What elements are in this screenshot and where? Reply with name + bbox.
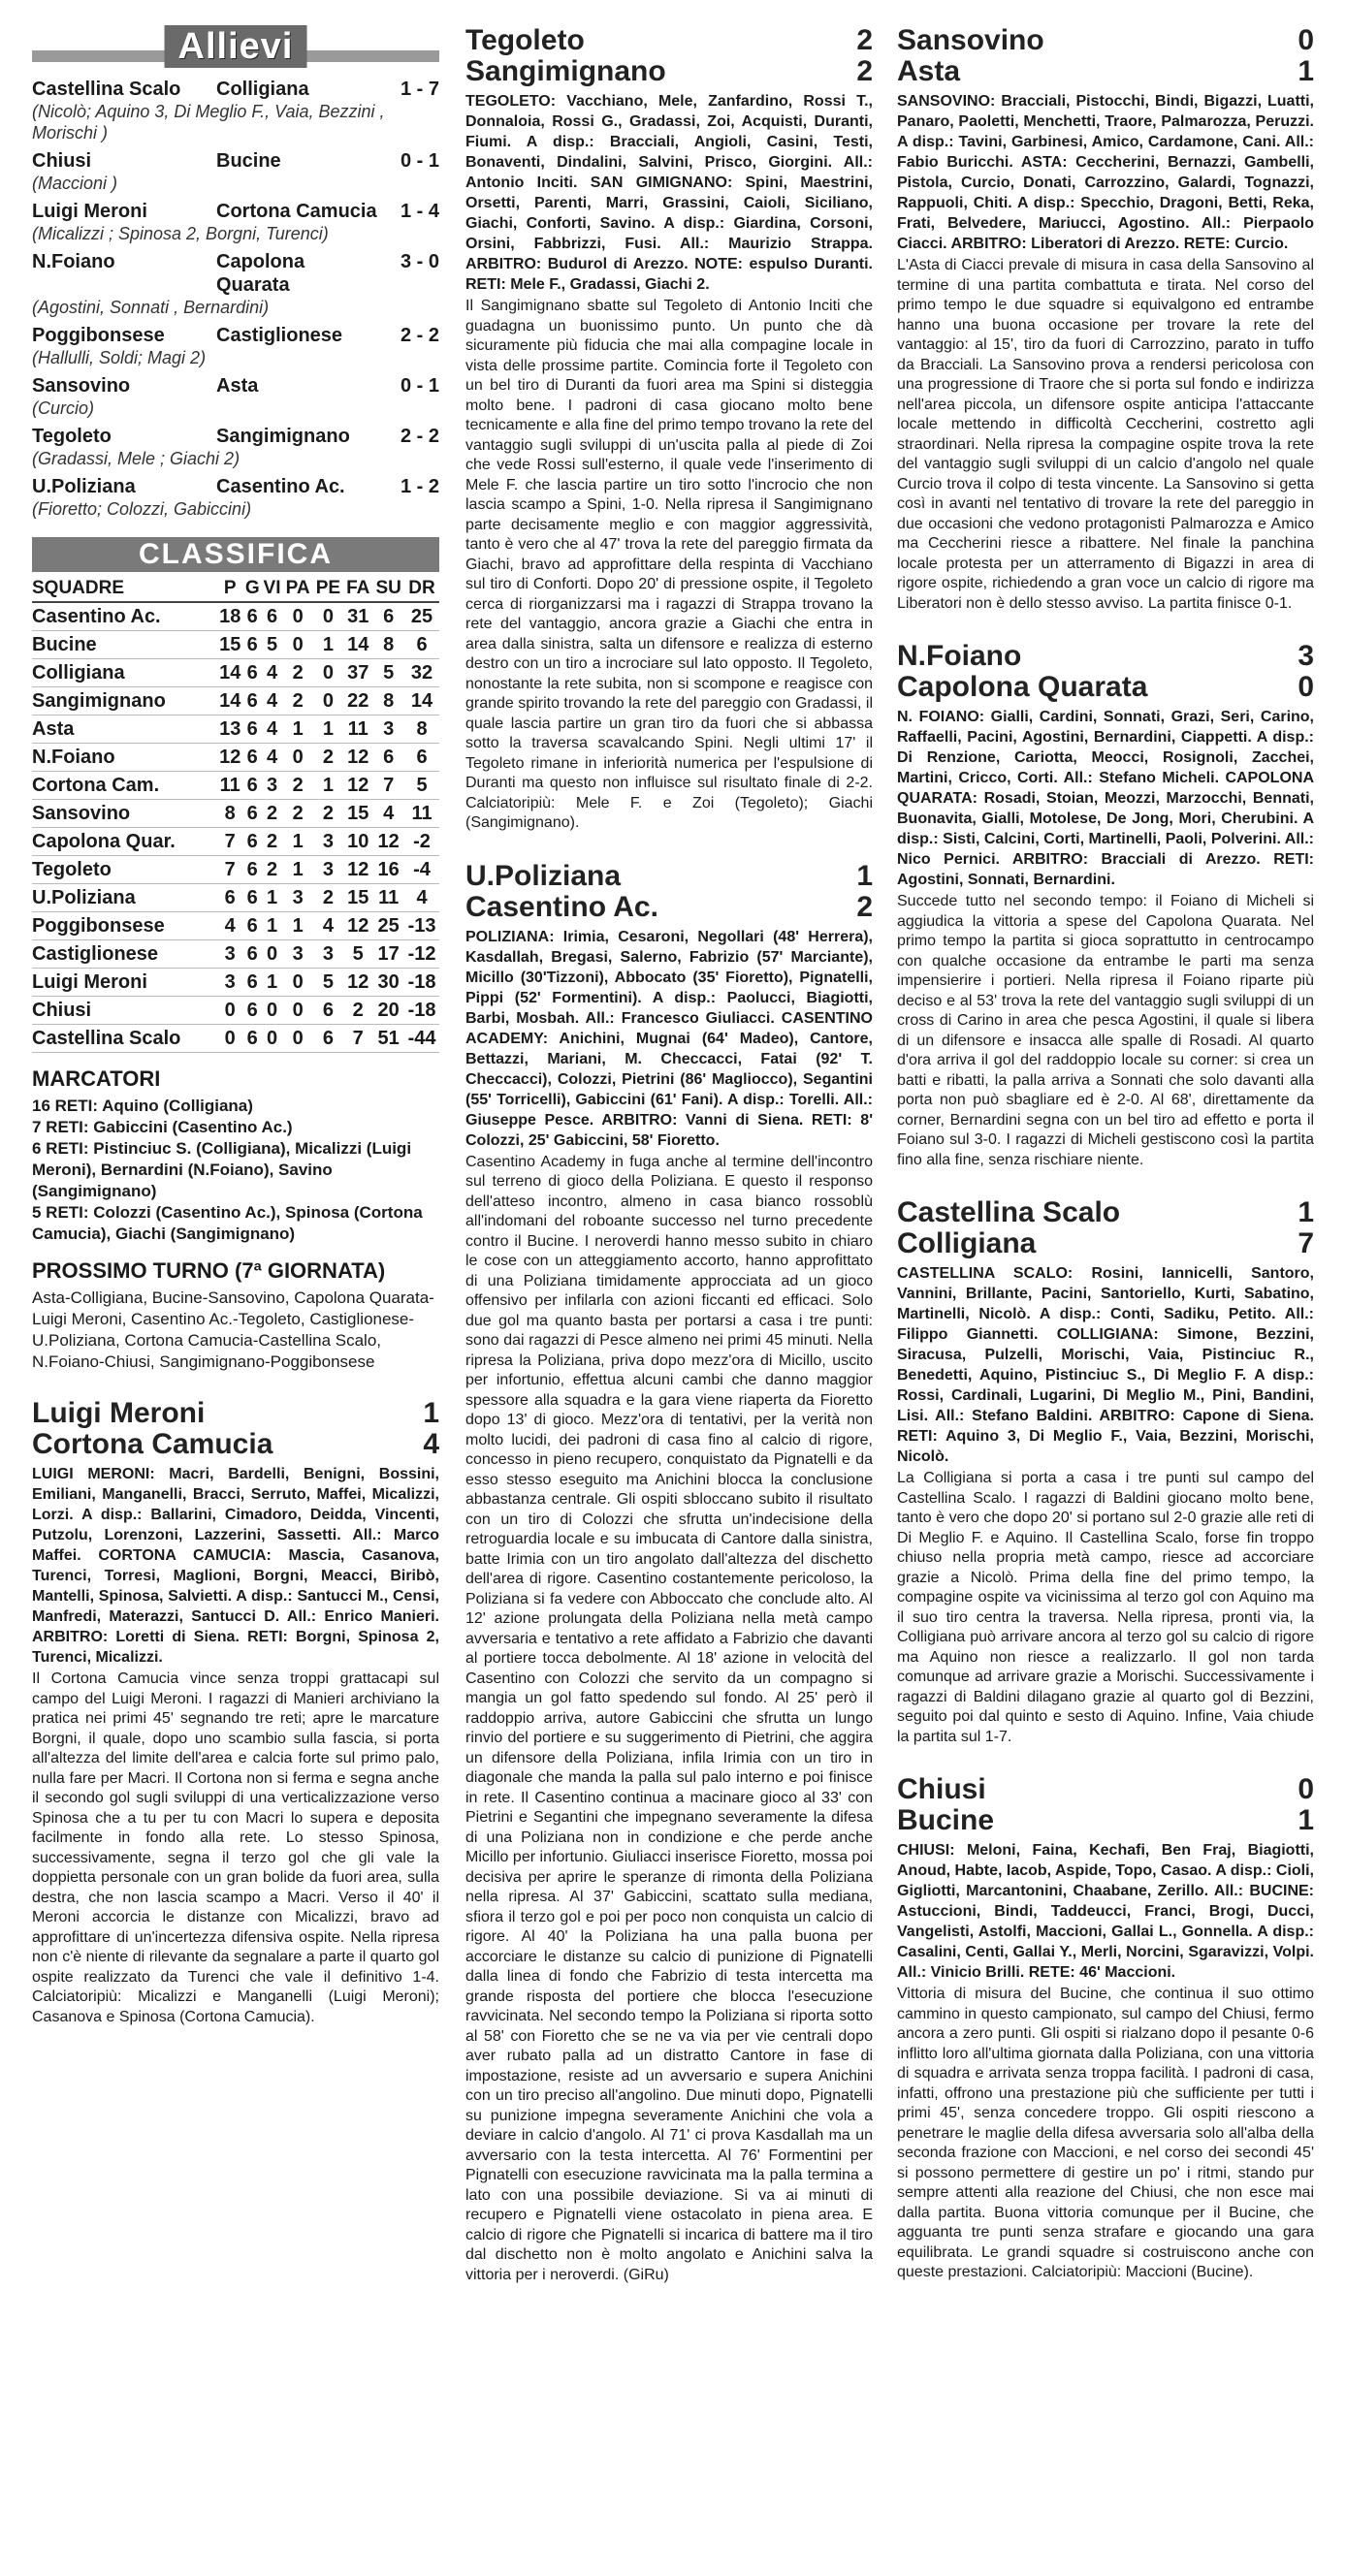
match-away-row	[465, 892, 873, 923]
result-score: 0 - 1	[400, 375, 439, 397]
standings-cell: 3	[372, 716, 404, 744]
standings-cell: 12	[343, 912, 372, 940]
result-away: Sangimignano	[216, 426, 350, 447]
standings-cell: 0	[261, 997, 282, 1025]
standings-row	[32, 659, 439, 687]
standings-cell: 2	[283, 772, 313, 800]
standings-cell: 6	[372, 602, 404, 631]
match-away-score: 4	[423, 1428, 439, 1460]
result-scorers: (Maccioni )	[32, 174, 118, 193]
standings-team: Tegoleto	[32, 856, 216, 884]
match-report: Succede tutto nel secondo tempo: il Foiano di Micheli si aggiudica la vittoria a spese del Capolona Quarata. Nel primo tempo la partita si gioca soprattutto in centrocampo con qualche occasione da entrambe le parti ma senza impensierire i portieri. Nella ripresa il Foiano riparte più deciso e al 53' trova la rete del vantaggio sugli sviluppi di un cross di Carino in area che pesca Agostini, il quale si libera di un difensore e insacca alle spalle di Rosadi. Al quarto d'ora arriva il gol del raddoppio locale su corner: si crea un batti e ribatti, la palla arriva a Sonnati che solo davanti alla porta non può sbagliare ed è 2-0. Al 68', direttamente da corner, Bernardini segna con un bel tiro ad effetto e porta il Foiano sul 3-0. I ragazzi di Micheli gestiscono così la partita fino alla fine, senza rischiare niente.	[897, 893, 1314, 1168]
column-left	[32, 25, 439, 2054]
match-chiusi	[897, 1774, 1314, 2283]
match-away-score: 0	[1298, 671, 1314, 703]
result-line	[32, 250, 439, 297]
standings-row	[32, 687, 439, 716]
standings-cell: 8	[372, 631, 404, 659]
match-lineup: SANSOVINO: Bracciali, Pistocchi, Bindi, Bigazzi, Luatti, Panaro, Paoletti, Menchetti, Traore, Palmarozza, Peruzzi. A disp.: Tavini, Garbinesi, Amico, Cardamone, Cani. All.: Fabio Buricchi. ASTA: Ceccherini, Bernazzi, Gambelli, Pistola, Curcio, Donati, Carrozzino, Galardi, Tognazzi, Rappuoli, Chiti. A disp.: Specchio, Dragoni, Betti, Reka, Frati, Belvedere, Mariucci, Agostino. All.: Pierpaolo Ciacci. ARBITRO: Liberatori di Arezzo. RETE: Curcio.	[897, 93, 1314, 252]
column-right	[897, 25, 1314, 2310]
standings-cell: 0	[216, 997, 243, 1025]
result-home: Tegoleto	[32, 426, 112, 447]
standings-cell: 0	[283, 1025, 313, 1053]
standings-cell: 6	[372, 744, 404, 772]
standings-cell: 0	[261, 940, 282, 969]
standings-cell: -18	[404, 969, 439, 997]
result-score: 2 - 2	[400, 426, 439, 447]
result-away: Capolona Quarata	[216, 251, 305, 296]
standings-cell: -18	[404, 997, 439, 1025]
standings-row	[32, 969, 439, 997]
standings-cell: 12	[216, 744, 243, 772]
standings-cell: 25	[404, 602, 439, 631]
result-away: Cortona Camucia	[216, 201, 377, 222]
match-tegoleto	[465, 25, 873, 834]
match-away-row	[897, 1228, 1314, 1259]
match-home-team: Luigi Meroni	[32, 1397, 206, 1429]
match-home-score: 2	[856, 24, 873, 56]
match-home-team: U.Poliziana	[465, 859, 622, 892]
standings-row	[32, 828, 439, 856]
standings-cell: 25	[372, 912, 404, 940]
standings-cell: 13	[216, 716, 243, 744]
result-home: Poggibonsese	[32, 325, 165, 346]
standings-col-header: P	[216, 576, 243, 602]
result-home: U.Poliziana	[32, 476, 136, 497]
result-line	[32, 200, 439, 223]
match-report: L'Asta di Ciacci prevale di misura in casa della Sansovino al termine di una partita combattuta e tirata. Nel corso del primo tempo le due squadre si equivalgono ed entrambe hanno una buona occasione per trovare la rete del vantaggio: al 15', tiro da fuori di Carrozzino, parato in tuffo da Bracciali. La Sansovino prova a rendersi pericolosa con una progressione di Traore che si porta sul fondo e indirizza nell'area piccola, un difensore ospite anticipa l'attaccante locale mettendo in difficoltà Ceccherini, costretto agli straordinari. Nella ripresa la compagine ospite trova la rete del vantaggio sugli sviluppi di un calcio d'angolo nel quale Curcio trova il colpo di testa vincente. La Sansovino si getta così in avanti nel tentativo di trovare la rete del pareggio in due occasioni che vedono protagonisti Palmarozza e Amico ma Ceccherini riesce a ribattere. Nel finale la panchina locale protesta per un atterramento di Bigazzi in area di rigore ospite, richiedendo a gran voce un calcio di rigore ma Liberatori non è dello stesso avviso. La partita finisce 0-1.	[897, 257, 1314, 612]
standings-table	[32, 576, 439, 1053]
marcatori-line: 5 RETI: Colozzi (Casentino Ac.), Spinosa (Cortona Camucia), Giachi (Sangimignano)	[32, 1203, 423, 1243]
standings-cell: 15	[216, 631, 243, 659]
standings-team: U.Poliziana	[32, 884, 216, 912]
result-home: Castellina Scalo	[32, 79, 181, 100]
match-home-score: 1	[423, 1397, 439, 1429]
standings-cell: 3	[283, 884, 313, 912]
match-home-score: 1	[1298, 1196, 1314, 1228]
result-scorers: (Curcio)	[32, 398, 95, 418]
standings-cell: 6	[243, 969, 261, 997]
match-foiano	[897, 641, 1314, 1170]
standings-cell: 4	[372, 800, 404, 828]
match-away-row	[897, 672, 1314, 703]
standings-cell: -13	[404, 912, 439, 940]
standings-cell: 6	[243, 856, 261, 884]
standings-cell: 20	[372, 997, 404, 1025]
standings-cell: 2	[313, 800, 343, 828]
standings-row	[32, 1025, 439, 1053]
standings-team: Castiglionese	[32, 940, 216, 969]
result-line	[32, 149, 439, 173]
standings-cell: 32	[404, 659, 439, 687]
standings-col-header: PA	[283, 576, 313, 602]
standings-cell: 6	[243, 828, 261, 856]
result-score: 1 - 4	[400, 201, 439, 222]
standings-cell: 14	[216, 687, 243, 716]
standings-team: Asta	[32, 716, 216, 744]
result-score: 1 - 7	[400, 79, 439, 100]
standings-cell: 37	[343, 659, 372, 687]
marcatori-line: 7 RETI: Gabiccini (Casentino Ac.)	[32, 1118, 293, 1136]
match-away-row	[465, 56, 873, 87]
match-home-row	[897, 25, 1314, 56]
standings-cell: -12	[404, 940, 439, 969]
standings-team: Colligiana	[32, 659, 216, 687]
result-home: Sansovino	[32, 375, 131, 397]
standings-cell: -44	[404, 1025, 439, 1053]
standings-cell: 1	[261, 884, 282, 912]
match-home-team: Castellina Scalo	[897, 1196, 1121, 1228]
prossimo-text: Asta-Colligiana, Bucine-Sansovino, Capolona Quarata-Luigi Meroni, Casentino Ac.-Tegoleto, Castiglionese-U.Poliziana, Cortona Camucia-Castellina Scalo, N.Foiano-Chiusi, Sangimignano-Poggibonsese	[32, 1288, 434, 1371]
results-list	[32, 78, 439, 520]
match-lineup: POLIZIANA: Irimia, Cesaroni, Negollari (48' Herrera), Kasdallah, Bregasi, Salerno, Fabrizio (57' Marciante), Micillo (30'Tizzoni), Abbocato (35' Fioretto), Pignatelli, Pippi (52' Formentini). A disp.: Paolucci, Biagiotti, Barbi, Mosbah. All.: Francesco Giuliacci. CASENTINO ACADEMY: Anichini, Mugnai (64' Madeo), Cantore, Bettazzi, Mariani, M. Checcacci, Fatai (92' T. Checcacci), Colozzi, Pietrini (86' Magliocco), Segantini (55' Torricelli), Gabiccini (61' Fani). A disp.: Torelli. All.: Giuseppe Pesce. ARBITRO: Vanni di Siena. RETI: 8' Colozzi, 25' Gabiccini, 58' Fioretto.	[465, 928, 873, 1149]
standings-cell: 10	[343, 828, 372, 856]
match-away-team: Colligiana	[897, 1227, 1037, 1259]
standings-cell: 6	[243, 800, 261, 828]
result-score: 2 - 2	[400, 325, 439, 346]
result-scorers: (Fioretto; Colozzi, Gabiccini)	[32, 499, 252, 519]
result-item	[32, 374, 439, 419]
standings-cell: 2	[261, 800, 282, 828]
standings-cell: 6	[243, 631, 261, 659]
standings-cell: 11	[343, 716, 372, 744]
result-item	[32, 425, 439, 469]
match-away-score: 1	[1298, 55, 1314, 87]
standings-col-header: VI	[261, 576, 282, 602]
standings-cell: 2	[283, 687, 313, 716]
result-scorers: (Nicolò; Aquino 3, Di Meglio F., Vaia, Bezzini , Morischi )	[32, 102, 385, 143]
standings-cell: 8	[372, 687, 404, 716]
standings-cell: 1	[283, 716, 313, 744]
standings-cell: 5	[343, 940, 372, 969]
standings-cell: 12	[343, 772, 372, 800]
standings-cell: 6	[243, 884, 261, 912]
match-lineup: CHIUSI: Meloni, Faina, Kechafi, Ben Fraj, Biagiotti, Anoud, Habte, Iacob, Aspide, Topo, Casao. A disp.: Cioli, Gigliotti, Marcantonini, Chaabane, Zerillo. All.: BUCINE: Astuccioni, Bindi, Taddeucci, Franci, Brogi, Ducci, Vangelisti, Astolfi, Maccioni, Gallai L., Gonnella. A disp.: Casalini, Centi, Gallai Y., Merli, Norcini, Sgaravizzi, Volpi. All.: Vinicio Brilli. RETE: 46' Maccioni.	[897, 1842, 1314, 1981]
standings-team: Sangimignano	[32, 687, 216, 716]
standings-cell: 1	[283, 828, 313, 856]
standings-cell: 30	[372, 969, 404, 997]
standings-row	[32, 602, 439, 631]
standings-cell: 6	[261, 602, 282, 631]
result-item	[32, 149, 439, 194]
match-away-team: Capolona Quarata	[897, 671, 1148, 703]
standings-cell: 0	[313, 687, 343, 716]
standings-cell: 6	[216, 884, 243, 912]
standings-cell: 18	[216, 602, 243, 631]
standings-col-header: DR	[404, 576, 439, 602]
standings-cell: 6	[243, 716, 261, 744]
standings-cell: 6	[243, 912, 261, 940]
standings-col-header: SU	[372, 576, 404, 602]
match-report: Vittoria di misura del Bucine, che continua il suo ottimo cammino in questo campionato, sul campo del Chiusi, fermo ancora a zero punti. Gli ospiti si rialzano dopo il pesante 0-6 inflitto loro all'ultima giornata dalla Poliziana, con una vittoria di squadra e arrivata senza troppa facilità. I padroni di casa, infatti, offrono una prestazione più che sufficiente per tutti i primi 45', senza concedere troppo. Gli ospiti riescono a penetrare le maglie della difesa avversaria solo all'alba della seconda frazione con Maccioni, e nel corso dei secondi 45' si possono permettere di gestire un po' i ritmi, stando pur sempre attenti alla reazione del Chiusi, che non esce mai dalla partita. Buona vittoria comunque per il Bucine, che agguanta tre punti senza strafare e giocando una gara equilibrata. Le grandi squadre si costruiscono anche con queste prestazioni. Calciatoripiù: Maccioni (Bucine).	[897, 1986, 1314, 2280]
standings-cell: 2	[343, 997, 372, 1025]
standings-cell: 7	[216, 856, 243, 884]
standings-cell: 3	[283, 940, 313, 969]
match-away-team: Bucine	[897, 1804, 995, 1836]
standings-col-header: FA	[343, 576, 372, 602]
standings-team: Capolona Quar.	[32, 828, 216, 856]
match-away-team: Sangimignano	[465, 55, 666, 87]
result-item	[32, 324, 439, 368]
standings-cell: 0	[283, 744, 313, 772]
match-home-row	[32, 1398, 439, 1429]
standings-cell: 0	[283, 631, 313, 659]
match-home-score: 3	[1298, 640, 1314, 672]
result-away: Bucine	[216, 150, 281, 172]
match-report: Casentino Academy in fuga anche al termine dell'incontro sul terreno di gioco della Poliziana. E questo il responso dell'atteso incontro, almeno in casa bianco rossoblù all'indomani del roboante successo nel turno precedente contro il Bucine. I neroverdi hanno messo subito in chiaro le cose con un atteggiamento accorto, hanno approfittato di una Poliziana timidamente approcciata ad un gioco offensivo per infilarla con azioni ficcanti ed efficaci. Solo due gol ma quanto basta per portarsi a casa i tre punti: sono dai ragazzi di Pesce almeno nei primi 45 minuti. Nella ripresa la Poliziana, priva dopo mezz'ora di Micillo, uscito per infortunio, effettua alcuni cambi che danno maggior spessore alla squadra e la gara viene riaperta da Fioretto dopo 13' di gioco. Mezz'ora di tentativi, per la verità non molto lucidi, dei padroni di casa fino al calcio di rigore, concesso in pieno recupero, conquistato da Pignatelli e da esso stesso eseguito ma Anichini blocca la conclusione abbastanza centrale. Gli ospiti sbloccano subito il risultato con un tiro di Colozzi che sfrutta un'indecisione della retroguardia locale e su imbucata di Cantore dalla sinistra, batte Irimia con un tiro angolato dall'altezza del dischetto dell'area di rigore. Casentino costantemente pericoloso, la Poliziana si fa vedere con Abboccato che conclude alto. Al 12' azione prolungata della Poliziana nella metà campo avversaria e tentativo a rete affidato a Fabrizio che davanti al portiere tocca debolmente. Al 18' azione in velocità del Casentino con Colozzi che servito da un compagno si mangia un gol fatto spedendo sul fondo. Al 25' però il raddoppio arriva, autore Gabiccini che sfrutta un lungo rinvio del portiere e su suggerimento di Pietrini, che aggira un difensore della Poliziana, infila Irimia con un tiro in diagonale che manda la palla sul palo interno e poi finisce in rete. Il Casentino continua a macinare gioco al 33' con Pietrini e Segantini che impegnano severamente la difesa di una Poliziana non in condizione e che perde anche Micillo per infortunio. Giuliacci inserisce Fioretto, mossa poi decisiva per aprire le speranze di rimonta della Poliziana nella ripresa. Al 37' Gabiccini, scattato sulla mediana, sfiora il terzo gol e poi per poco non conquista un calcio di rigore. Al 40' la Poliziana ha una palla buona per accorciare le distanze su calcio di punizione di Pignatelli dalla linea di fondo che Fabrizio di testa intercetta ma grande risposta del portiere che blocca l'esecuzione ravvicinata. Nel secondo tempo la Poliziana si riporta sotto al 58' con Fioretto che se ne va via per vie centrali dopo aver rubato palla ad un distratto Cantore in fase di impostazione, resiste ad un avversario e supera Anichini con un tiro preciso all'angolino. Due minuti dopo, Pignatelli su punizione impegna severamente Anichini che vola a deviare in calcio d'angolo. Al 71' ci prova Kasdallah ma un avversario con la testa intercetta. Al 76' Formentini per Pignatelli con esecuzione ravvicinata ma la palla termina a lato con una possibile deviazione. Si va ai minuti di recupero e Pignatelli viene ostacolato in piena area. E calcio di rigore che Pignatelli si incarica di battere ma il tiro dal dischetto non è molto angolato e Anichini salva la vittoria per i neroverdi. (GiRu)	[465, 1153, 873, 2283]
standings-cell: 8	[404, 716, 439, 744]
match-away-row	[897, 1805, 1314, 1836]
result-away: Colligiana	[216, 79, 309, 100]
standings-cell: 2	[313, 744, 343, 772]
standings-cell: 6	[243, 659, 261, 687]
standings-cell: 11	[372, 884, 404, 912]
standings-cell: 22	[343, 687, 372, 716]
standings-cell: 4	[216, 912, 243, 940]
result-item	[32, 78, 439, 143]
standings-cell: 16	[372, 856, 404, 884]
standings-team: Luigi Meroni	[32, 969, 216, 997]
standings-cell: 6	[243, 997, 261, 1025]
standings-cell: 2	[261, 856, 282, 884]
standings-cell: 6	[243, 602, 261, 631]
match-home-row	[897, 641, 1314, 672]
result-score: 3 - 0	[400, 251, 439, 272]
standings-cell: 0	[283, 997, 313, 1025]
match-poliziana	[465, 861, 873, 2286]
match-away-team: Cortona Camucia	[32, 1428, 273, 1460]
standings-body	[32, 602, 439, 1053]
standings-cell: 6	[243, 687, 261, 716]
standings-cell: 3	[261, 772, 282, 800]
result-home: Luigi Meroni	[32, 201, 147, 222]
standings-cell: 3	[216, 940, 243, 969]
standings-team: Casentino Ac.	[32, 602, 216, 631]
match-home-row	[465, 25, 873, 56]
match-lineup: LUIGI MERONI: Macri, Bardelli, Benigni, Bossini, Emiliani, Manganelli, Bracci, Serruto, Maffei, Micalizzi, Lorzi. A disp.: Ballarini, Cimadoro, Deidda, Vincenti, Putzolu, Lorenzoni, Lazzerini, Sassetti. All.: Marco Maffei. CORTONA CAMUCIA: Mascia, Casanova, Turenci, Torresi, Maglioni, Borgni, Meacci, Biribò, Mantelli, Spinosa, Salvietti. A disp.: Santucci M., Censi, Manfredi, Materazzi, Santucci D. All.: Enrico Manieri. ARBITRO: Loretti di Siena. RETI: Borgni, Spinosa 2, Turenci, Micalizzi.	[32, 1466, 439, 1666]
standings-cell: 0	[216, 1025, 243, 1053]
standings-row	[32, 856, 439, 884]
standings-cell: 2	[283, 800, 313, 828]
standings-cell: 6	[313, 997, 343, 1025]
standings-row	[32, 631, 439, 659]
standings-cell: 12	[343, 856, 372, 884]
match-report: La Colligiana si porta a casa i tre punti sul campo del Castellina Scalo. I ragazzi di Baldini giocano molto bene, tanto è vero che dopo 20' si portano sul 2-0 grazie alle reti di Di Meglio F. e Aquino. Il Castellina Scalo, forse fin troppo chiuso nella propria metà campo, riesce ad accorciare grazie a Nicolò. Prima della fine del primo tempo, la compagine ospite va vicinissima al terzo gol con Aquino ma il suo tiro centra la traversa. Nella ripresa, pronti via, la Colligiana può arrivare ancora al terzo gol su calcio di rigore ma Aquino non riesce a realizzarlo. Il gol non tarda comunque ad arrivare grazie a Morischi. Successivamente i ragazzi di Baldini dilagano grazie al quarto gol di Bezzini, seguito poi dal quinto e sesto di Aquino. Infine, Vaia chiude la partita sul 1-7.	[897, 1470, 1314, 1745]
result-line	[32, 374, 439, 398]
allievi-title: Allievi	[165, 25, 307, 68]
standings-cell: 6	[243, 940, 261, 969]
result-home: Chiusi	[32, 150, 92, 172]
result-scorers: (Gradassi, Mele ; Giachi 2)	[32, 449, 240, 468]
match-home-row	[465, 861, 873, 892]
standings-cell: 0	[283, 602, 313, 631]
standings-cell: 5	[372, 659, 404, 687]
standings-col-header: SQUADRE	[32, 576, 216, 602]
match-report: Il Cortona Camucia vince senza troppi grattacapi sul campo del Luigi Meroni. I ragazzi di Manieri archiviano la pratica nei primi 45' segnando tre reti; apre le marcature Borgni, il quale, dopo uno scambio sulla fascia, si porta all'altezza del limite dell'area e calcia forte sul primo palo, nulla fare per Macri. Il Cortona non si ferma e segna anche il secondo gol sugli sviluppi di una verticalizzazione verso Spinosa che a tu per tu con Macri lo supera e deposita facilmente in fondo alla rete. Lo stesso Spinosa, successivamente, segna il terzo gol che gli vale la doppietta personale con un gran bolide da fuori area, sulla destra, che non lascia scampo a Macri. Verso il 40' il Meroni accorcia le distanze con Micalizzi, bravo ad approfittare di un'incertezza difensiva ospite. Nella ripresa non c'è niente di rilevante da segnalare a parte il quarto gol ospite realizzato da Turenci che vale il definitivo 1-4. Calciatoripiù: Micalizzi e Manganelli (Luigi Meroni); Casanova e Spinosa (Cortona Camucia).	[32, 1670, 439, 2025]
match-home-team: N.Foiano	[897, 640, 1022, 672]
marcatori-title: MARCATORI	[32, 1066, 161, 1091]
standings-row	[32, 716, 439, 744]
match-report: Il Sangimignano sbatte sul Tegoleto di Antonio Inciti che guadagna un buonissimo punto. Un punto che dà sicuramente più fiducia che mai alla compagine locale in vista delle prossime partite. Comincia forte il Tegoleto con un bel tiro di Duranti da fuori area ma Spini si disteggia molto bene. I padroni di casa giocano molto bene tecnicamente e alla fine del primo tempo trovano la rete del vantaggio sugli sviluppi di un'uscita palla al piede di Zoi che vede Rossi sull'esterno, il quale vede l'inserimento di Mele F. che lascia partire un tiro sotto l'incrocio che non lascia scampo a Spini, 1-0. Nella ripresa il Sangimignano parte decisamente meglio e con maggior aggressività, tanto è vero che al 47' trova la rete del pareggio firmata da Giachi, bravo ad approfittare della respinta di Vacchiano sul tiro di Conforti. Dopo 20' di pressione ospite, il Tegoleto cerca di riorganizzarsi ma i ragazzi di Strappa trovano la rete del vantaggio, ancora grazie a Giachi che entra in area dalla sinistra, salta un difensore e realizza di esterno destro con un tiro a incrociare sul lato opposto. Il Tegoleto, nonostante la rete subita, non si scompone e reagisce con grande spirito trovando la rete del pareggio con Gradassi, il quale lascia partire un gran tiro da fuori che si abbassa sotto la traversa scavalcando Spini. Negli ultimi 17' il Tegoleto rimane in inferiorità numerica per l'espulsione di Duranti ma questo non influisce sul risultato finale di 2-2. Calciatoripiù: Mele F. e Zoi (Tegoleto); Giachi (Sangimignano).	[465, 298, 873, 831]
standings-cell: 6	[404, 744, 439, 772]
standings-cell: 2	[313, 884, 343, 912]
standings-cell: 3	[313, 828, 343, 856]
standings-cell: 4	[261, 716, 282, 744]
standings-cell: 5	[404, 772, 439, 800]
standings-cell: 2	[283, 659, 313, 687]
result-score: 0 - 1	[400, 150, 439, 172]
standings-cell: 1	[283, 856, 313, 884]
match-lineup: TEGOLETO: Vacchiano, Mele, Zanfardino, Rossi T., Donnaloia, Rossi G., Gradassi, Zoi, Acquisti, Duranti, Fiumi. A disp.: Bracciali, Angioli, Casini, Testi, Bonaventi, Dindalini, Salvini, Prisco, Giorgini. All.: Antonio Inciti. SAN GIMIGNANO: Spini, Maestrini, Orsetti, Parenti, Marri, Grassini, Caioli, Siciliano, Giachi, Conforti, Savino. A disp.: Giardina, Corsoni, Orsini, Fabbrizzi, Fusi. All.: Maurizio Strappa. ARBITRO: Budurol di Arezzo. NOTE: espulso Duranti. RETI: Mele F., Gradassi, Giachi 2.	[465, 93, 873, 293]
standings-row	[32, 997, 439, 1025]
match-home-row	[897, 1197, 1314, 1228]
standings-row	[32, 912, 439, 940]
standings-cell: -4	[404, 856, 439, 884]
standings-cell: 7	[216, 828, 243, 856]
standings-cell: 3	[313, 856, 343, 884]
match-away-score: 2	[856, 55, 873, 87]
match-home-team: Chiusi	[897, 1773, 986, 1805]
standings-cell: 7	[343, 1025, 372, 1053]
match-home-score: 1	[856, 859, 873, 892]
standings-cell: 0	[261, 1025, 282, 1053]
standings-team: Cortona Cam.	[32, 772, 216, 800]
standings-col-header: PE	[313, 576, 343, 602]
match-lineup: CASTELLINA SCALO: Rosini, Iannicelli, Santoro, Vannini, Brillante, Pacini, Santoriello, Kurti, Sabatino, Martinelli, Nicolò. A disp.: Conti, Sadiku, Petito. All.: Filippo Giannetti. COLLIGIANA: Simone, Bezzini, Siracusa, Pulzelli, Morischi, Vaia, Pistinciuc R., Benedetti, Aquino, Pistinciuc S., Di Meglio F. A disp.: Rossi, Cardinali, Lugarini, Di Meglio M., Pini, Bandini, Lisi. All.: Stefano Baldini. ARBITRO: Capone di Siena. RETI: Aquino 3, Di Meglio F., Vaia, Bezzini, Morischi, Nicolò.	[897, 1265, 1314, 1465]
match-home-team: Sansovino	[897, 24, 1044, 56]
standings-team: Poggibonsese	[32, 912, 216, 940]
standings-cell: 12	[372, 828, 404, 856]
standings-cell: 15	[343, 800, 372, 828]
standings-cell: 14	[404, 687, 439, 716]
match-away-team: Casentino Ac.	[465, 890, 658, 923]
standings-cell: 2	[261, 828, 282, 856]
standings-cell: 3	[216, 969, 243, 997]
standings-cell: 3	[313, 940, 343, 969]
standings-cell: 4	[404, 884, 439, 912]
result-item	[32, 200, 439, 244]
standings-cell: 5	[313, 969, 343, 997]
match-away-score: 1	[1298, 1804, 1314, 1836]
standings-cell: -2	[404, 828, 439, 856]
standings-col-header: G	[243, 576, 261, 602]
result-home: N.Foiano	[32, 251, 115, 272]
result-score: 1 - 2	[400, 476, 439, 497]
match-home-row	[897, 1774, 1314, 1805]
result-away: Castiglionese	[216, 325, 343, 346]
result-line	[32, 475, 439, 498]
result-away: Casentino Ac.	[216, 476, 345, 497]
result-scorers: (Hallulli, Soldi; Magi 2)	[32, 348, 207, 367]
standings-cell: 12	[343, 744, 372, 772]
marcatori-line: 6 RETI: Pistinciuc S. (Colligiana), Micalizzi (Luigi Meroni), Bernardini (N.Foiano), Savino (Sangimignano)	[32, 1139, 412, 1200]
standings-cell: 12	[343, 969, 372, 997]
allievi-banner	[32, 25, 439, 72]
result-scorers: (Micalizzi ; Spinosa 2, Borgni, Turenci)	[32, 224, 329, 243]
standings-cell: 1	[313, 716, 343, 744]
standings-team: Sansovino	[32, 800, 216, 828]
standings-cell: 11	[216, 772, 243, 800]
result-line	[32, 425, 439, 448]
standings-row	[32, 800, 439, 828]
match-away-row	[897, 56, 1314, 87]
standings-cell: 4	[261, 659, 282, 687]
match-away-team: Asta	[897, 55, 961, 87]
result-away: Asta	[216, 375, 259, 397]
standings-row	[32, 884, 439, 912]
prossimo-title: PROSSIMO TURNO (7ª GIORNATA)	[32, 1258, 386, 1283]
standings-cell: 6	[243, 1025, 261, 1053]
standings-cell: 14	[343, 631, 372, 659]
standings-cell: 17	[372, 940, 404, 969]
result-scorers: (Agostini, Sonnati , Bernardini)	[32, 298, 270, 317]
standings-cell: 14	[216, 659, 243, 687]
standings-cell: 51	[372, 1025, 404, 1053]
standings-cell: 6	[243, 772, 261, 800]
standings-cell: 1	[313, 631, 343, 659]
standings-cell: 1	[313, 772, 343, 800]
classifica-title: CLASSIFICA	[32, 537, 439, 572]
result-line	[32, 78, 439, 101]
column-middle	[465, 25, 873, 2312]
standings-header	[32, 576, 439, 602]
standings-team: N.Foiano	[32, 744, 216, 772]
match-castellina	[897, 1197, 1314, 1747]
result-item	[32, 250, 439, 318]
standings-cell: 0	[313, 659, 343, 687]
standings-cell: 1	[261, 969, 282, 997]
standings-team: Castellina Scalo	[32, 1025, 216, 1053]
standings-cell: 6	[313, 1025, 343, 1053]
marcatori-list	[32, 1096, 439, 1245]
match-away-row	[32, 1429, 439, 1460]
match-lineup: N. FOIANO: Gialli, Cardini, Sonnati, Grazi, Seri, Carino, Raffaelli, Pacini, Agostini, Bernardini, Ciappetti. A disp.: Di Renzione, Cariotta, Meocci, Rosignoli, Zacchei, Martini, Cricco, Corti. All.: Stefano Micheli. CAPOLONA QUARATA: Rosadi, Stoian, Meozzi, Marzocchi, Bennati, Buonavita, Gialli, Motolese, De Jong, Mori, Cherubini. A disp.: Sisti, Calcini, Corti, Martinelli, Paoli, Polverini. All.: Nico Pernici. ARBITRO: Bracciali di Arezzo. RETI: Agostini, Sonnati, Bernardini.	[897, 709, 1314, 888]
standings-row	[32, 744, 439, 772]
match-away-score: 7	[1298, 1227, 1314, 1259]
standings-cell: 6	[404, 631, 439, 659]
marcatori-line: 16 RETI: Aquino (Colligiana)	[32, 1097, 253, 1115]
result-item	[32, 475, 439, 520]
standings-cell: 0	[283, 969, 313, 997]
standings-cell: 4	[261, 744, 282, 772]
standings-cell: 31	[343, 602, 372, 631]
standings-cell: 8	[216, 800, 243, 828]
match-home-team: Tegoleto	[465, 24, 585, 56]
match-home-score: 0	[1298, 1773, 1314, 1805]
standings-cell: 4	[261, 687, 282, 716]
match-home-score: 0	[1298, 24, 1314, 56]
standings-row	[32, 940, 439, 969]
standings-cell: 1	[283, 912, 313, 940]
match-away-score: 2	[856, 890, 873, 923]
standings-cell: 15	[343, 884, 372, 912]
standings-team: Chiusi	[32, 997, 216, 1025]
match-sansovino	[897, 25, 1314, 614]
standings-team: Bucine	[32, 631, 216, 659]
result-line	[32, 324, 439, 347]
standings-cell: 4	[313, 912, 343, 940]
standings-cell: 5	[261, 631, 282, 659]
standings-cell: 0	[313, 602, 343, 631]
standings-cell: 11	[404, 800, 439, 828]
standings-cell: 6	[243, 744, 261, 772]
standings-row	[32, 772, 439, 800]
standings-cell: 7	[372, 772, 404, 800]
standings-cell: 1	[261, 912, 282, 940]
match-meroni	[32, 1398, 439, 2027]
